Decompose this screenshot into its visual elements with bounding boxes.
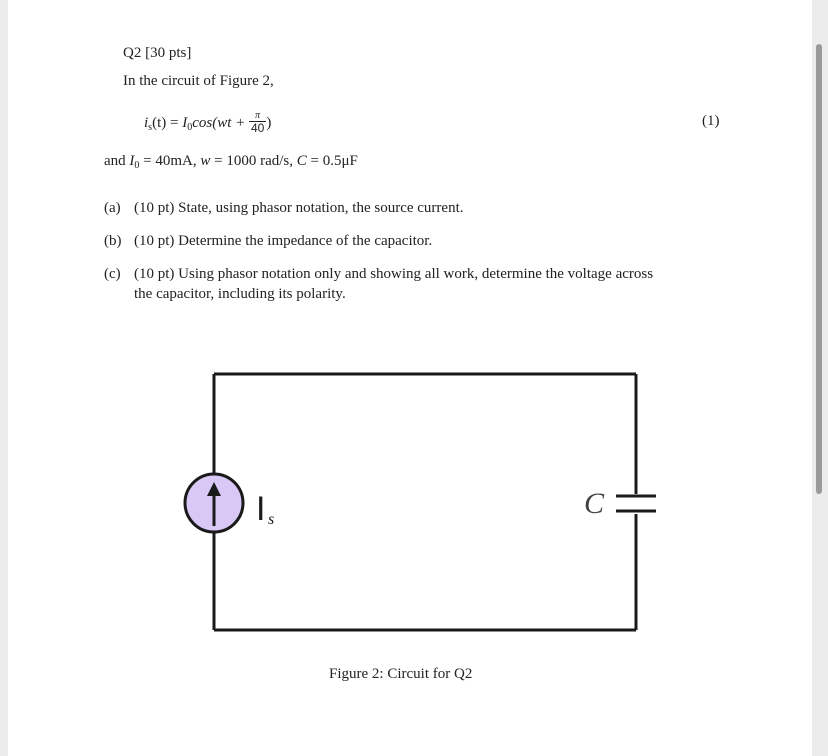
eq-frac-den: 40 bbox=[251, 121, 265, 135]
given-c-value: = 0.5μF bbox=[306, 153, 358, 169]
equation-number: (1) bbox=[702, 113, 720, 129]
question-intro: In the circuit of Figure 2, bbox=[123, 73, 274, 89]
question-header: Q2 [30 pts] bbox=[123, 45, 192, 61]
given-i0-value: = 40mA, bbox=[139, 153, 201, 169]
eq-amp: I bbox=[182, 114, 188, 131]
source-label-sub: s bbox=[268, 511, 275, 528]
eq-func: cos(wt + bbox=[192, 114, 249, 131]
part-c-continuation: the capacitor, including its polarity. bbox=[134, 286, 346, 302]
current-source bbox=[185, 474, 243, 532]
given-c-symbol: C bbox=[296, 153, 307, 169]
figure-caption: Figure 2: Circuit for Q2 bbox=[329, 666, 473, 682]
given-w-symbol: w bbox=[200, 153, 211, 169]
circuit-wires bbox=[214, 374, 636, 630]
eq-lhs-sub: s bbox=[148, 121, 153, 133]
eq-frac-num: π bbox=[249, 110, 266, 122]
given-i0-symbol: I bbox=[129, 153, 135, 169]
part-c-label: (c) bbox=[104, 266, 121, 282]
eq-close: ) bbox=[266, 114, 272, 131]
part-b-label: (b) bbox=[104, 233, 122, 249]
capacitor bbox=[616, 496, 656, 511]
given-w-value: = 1000 rad/s, bbox=[210, 153, 297, 169]
part-b-text: (10 pt) Determine the impedance of the capacitor. bbox=[134, 233, 433, 249]
eq-amp-sub: 0 bbox=[187, 121, 193, 133]
eq-lhs-arg: (t) = bbox=[152, 114, 183, 131]
eq-lhs: i bbox=[144, 114, 149, 131]
capacitor-label: C bbox=[584, 487, 605, 520]
source-label: I bbox=[256, 490, 266, 528]
given-i0-sub: 0 bbox=[134, 160, 140, 171]
part-c-text: (10 pt) Using phasor notation only and showing all work, determine the voltage across bbox=[134, 266, 654, 282]
part-a-text: (10 pt) State, using phasor notation, the source current. bbox=[134, 200, 464, 216]
part-a-label: (a) bbox=[104, 200, 121, 216]
given-and: and bbox=[104, 153, 130, 169]
